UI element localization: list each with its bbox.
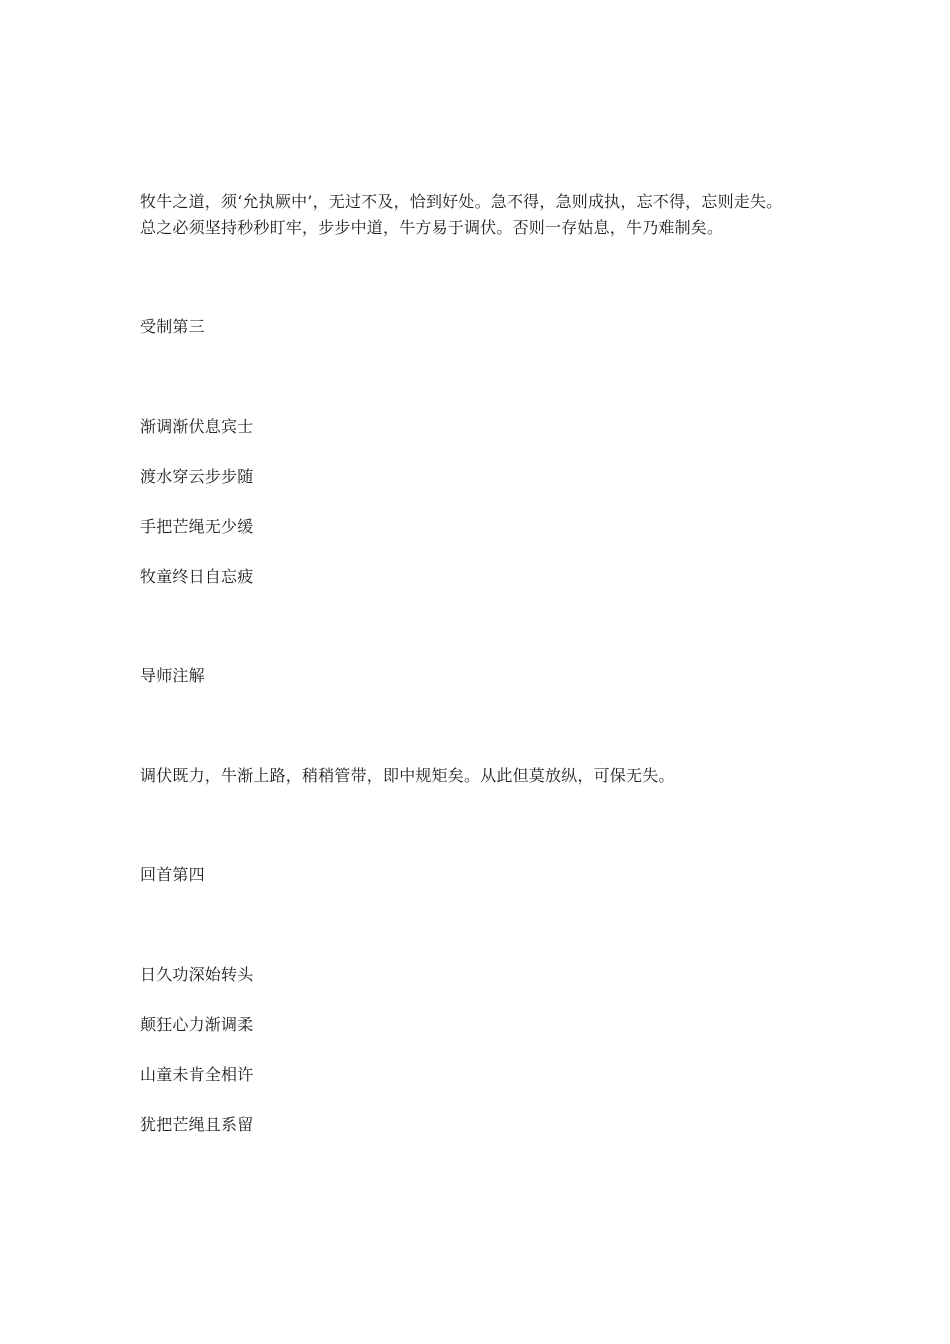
intro-line-1: 牧牛之道，须‘允执厥中’，无过不及，恰到好处。急不得，急则成执，忘不得，忘则走失。 (140, 192, 783, 211)
commentary-text: 调伏既力，牛渐上路，稍稍管带，即中规矩矣。从此但莫放纵，可保无失。 (140, 766, 675, 785)
poem-line: 渐调渐伏息宾士 (140, 417, 254, 436)
poem-line: 牧童终日自忘疲 (140, 567, 254, 586)
section-heading: 回首第四 (140, 865, 205, 884)
poem-line: 颠狂心力渐调柔 (140, 1015, 254, 1034)
section-heading: 受制第三 (140, 317, 205, 336)
commentary-heading: 导师注解 (140, 666, 205, 685)
poem-line: 手把芒绳无少缓 (140, 517, 254, 536)
poem-line: 渡水穿云步步随 (140, 467, 254, 486)
intro-line-2: 总之必须坚持秒秒盯牢，步步中道，牛方易于调伏。否则一存姑息，牛乃难制矣。 (140, 218, 724, 237)
poem-line: 日久功深始转头 (140, 965, 254, 984)
poem-line: 犹把芒绳且系留 (140, 1115, 254, 1134)
poem-line: 山童未肯全相许 (140, 1065, 254, 1084)
